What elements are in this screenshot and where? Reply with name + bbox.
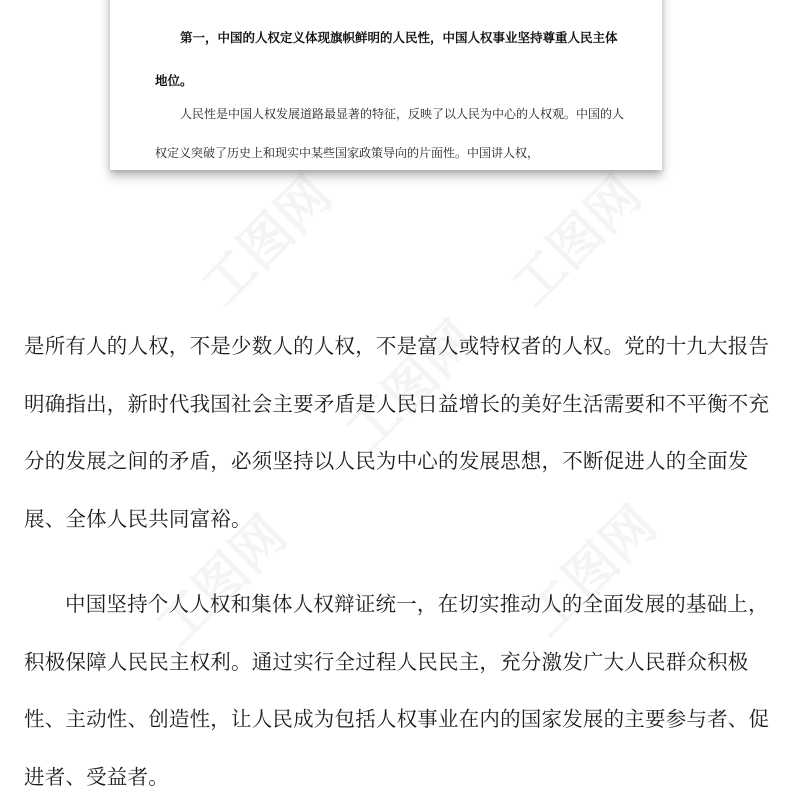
card-paragraph (155, 95, 625, 173)
watermark (181, 156, 344, 319)
body-paragraph-2-text: 中国坚持个人人权和集体人权辩证统一，在切实推动人的全面发展的基础上，积极保障人民民主权利。通过实行全过程人民民主，充分激发广大人民群众积极性、主动性、创造性，让人民成为包括人权事业在内的国家发展的主要参与者、促进者、受益者。 (24, 592, 770, 789)
watermark (491, 156, 654, 319)
card-heading (155, 16, 625, 102)
body-paragraph-2 (24, 576, 784, 806)
card-heading-text: 第一，中国的人权定义体现旗帜鲜明的人民性，中国人权事业坚持尊重人民主体地位。 (155, 30, 618, 88)
card-paragraph-text: 人民性是中国人权发展道路最显著的特征，反映了以人民为中心的人权观。中国的人权定义突破了历史上和现实中某些国家政策导向的片面性。中国讲人权， (155, 107, 625, 160)
document-card (110, 0, 662, 170)
body-text (24, 318, 784, 806)
body-paragraph-1: 是所有人的人权，不是少数人的人权，不是富人或特权者的人权。党的十九大报告明确指出，新时代我国社会主要矛盾是人民日益增长的美好生活需要和不平衡不充分的发展之间的矛盾，必须坚持以人民为中心的发展思想，不断促进人的全面发展、全体人民共同富裕。 (24, 334, 770, 531)
